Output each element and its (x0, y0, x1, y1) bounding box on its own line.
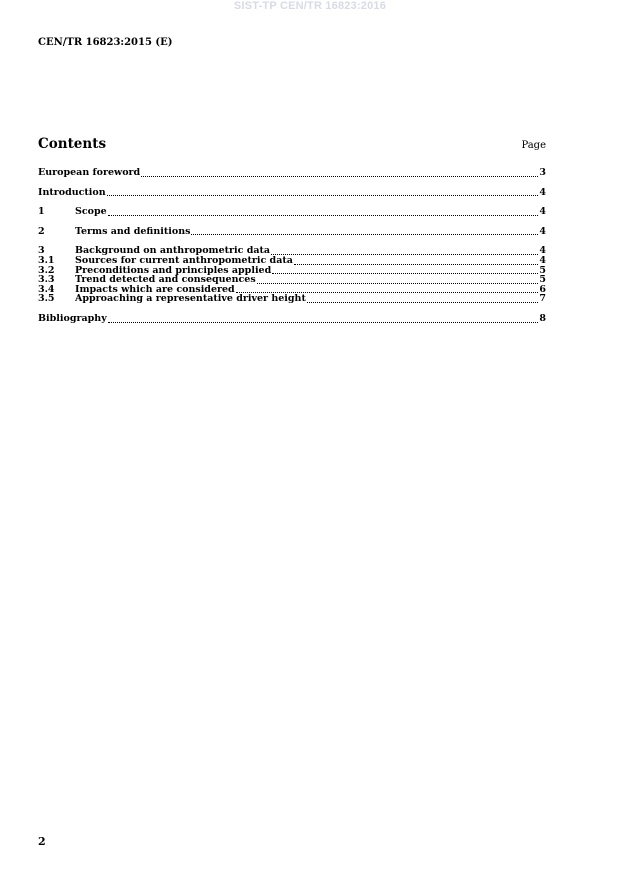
toc-entry-title[interactable]: Bibliography (38, 312, 107, 324)
page-number: 2 (38, 835, 46, 848)
toc-entry-page: 4 (539, 245, 546, 257)
toc-entry-page: 4 (539, 206, 546, 218)
toc-entry-number: 3.1 (38, 254, 55, 266)
toc-entry-page: 6 (539, 283, 546, 295)
toc-entry-page: 7 (539, 293, 546, 305)
toc-entry-title[interactable]: Preconditions and principles applied (75, 264, 272, 276)
contents-header (38, 136, 546, 152)
toc-entry[interactable] (38, 188, 546, 198)
watermark: SIST-TP CEN/TR 16823:2016 (233, 0, 387, 12)
toc-entry-title[interactable]: Approaching a representative driver height (75, 293, 306, 305)
toc-entry-number: 1 (38, 206, 45, 218)
toc-entry-page: 4 (539, 186, 546, 198)
toc-entry-page: 3 (539, 167, 546, 178)
toc-entry-title[interactable]: Introduction (38, 186, 106, 198)
toc-leader-dots (108, 315, 539, 323)
toc-entry-title[interactable]: Background on anthropometric data (75, 245, 271, 257)
toc-leader-dots (236, 285, 539, 293)
toc-entry-number: 3.5 (38, 293, 55, 305)
toc-leader-dots (141, 169, 538, 177)
toc-entry-title[interactable]: Scope (75, 206, 107, 218)
toc-entry-title[interactable]: European foreword (38, 167, 141, 178)
toc-leader-dots (272, 266, 538, 274)
toc-entry[interactable] (38, 294, 546, 304)
toc-entry-page: 8 (539, 312, 546, 324)
toc-entry-title[interactable]: Impacts which are considered (75, 283, 235, 295)
toc-entry-title[interactable]: Sources for current anthropometric data (75, 254, 293, 266)
toc-leader-dots (191, 227, 538, 235)
toc-entry[interactable] (38, 314, 546, 324)
toc-leader-dots (107, 188, 539, 196)
toc-entry-page: 5 (539, 274, 546, 286)
toc-entry-number: 2 (38, 225, 45, 237)
document-reference: CEN/TR 16823:2015 (E) (38, 37, 173, 48)
contents-title: Contents (38, 136, 107, 152)
toc-entry-number: 3.2 (38, 264, 55, 276)
toc-leader-dots (294, 257, 538, 265)
toc-entry-number: 3.3 (38, 274, 55, 286)
toc-entry-title[interactable]: Terms and definitions (75, 225, 191, 237)
toc-entry-page: 4 (539, 254, 546, 266)
toc-entry-number: 3 (38, 245, 45, 257)
toc-entry[interactable] (38, 207, 546, 217)
toc-entry[interactable] (38, 168, 546, 178)
table-of-contents (38, 168, 546, 324)
toc-leader-dots (257, 276, 539, 284)
toc-entry[interactable] (38, 227, 546, 237)
toc-leader-dots (271, 247, 538, 255)
toc-leader-dots (307, 295, 539, 303)
toc-leader-dots (108, 208, 539, 216)
toc-entry-page: 4 (539, 225, 546, 237)
toc-entry-number: 3.4 (38, 283, 55, 295)
toc-entry-title[interactable]: Trend detected and consequences (75, 274, 256, 286)
toc-entry-page: 5 (539, 264, 546, 276)
page-column-label: Page (521, 140, 546, 151)
